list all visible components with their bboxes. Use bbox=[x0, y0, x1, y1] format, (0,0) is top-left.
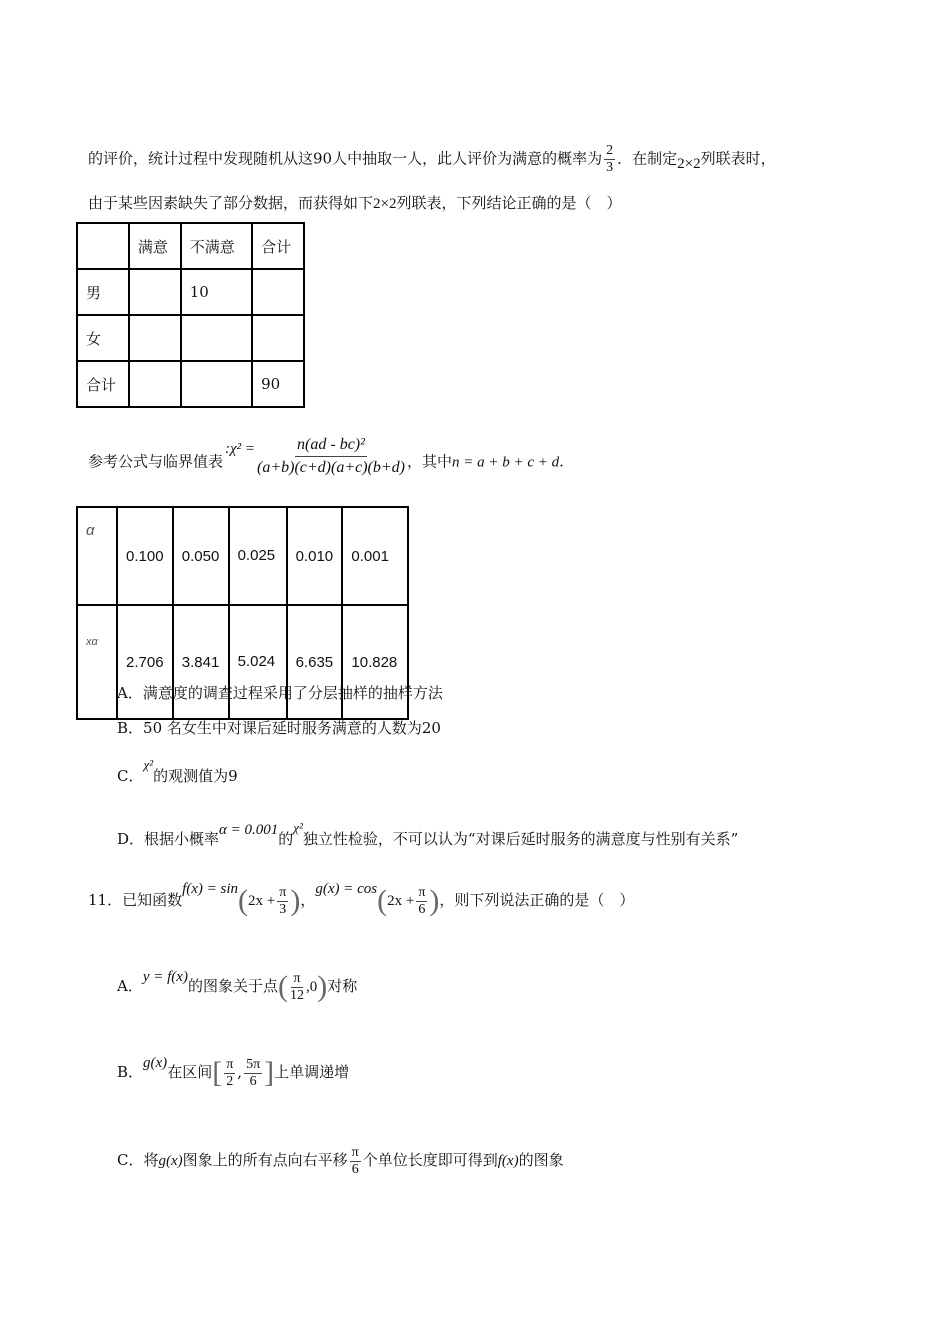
math: :χ² = bbox=[225, 440, 255, 457]
text: 图象上的所有点向右平移 bbox=[182, 1151, 348, 1169]
denominator: 6 bbox=[418, 901, 426, 917]
table-cell: 不满意 bbox=[181, 223, 252, 269]
denominator: 6 bbox=[249, 1073, 257, 1089]
text: 的图象关于点 bbox=[187, 977, 278, 995]
text: ， bbox=[300, 891, 316, 909]
cell: 10.828 bbox=[342, 605, 408, 719]
text: ，则下列说法正确的是（ ） bbox=[439, 891, 635, 909]
math: 2x + bbox=[248, 893, 276, 909]
cell: 0.100 bbox=[117, 507, 173, 605]
text: 在区间 bbox=[167, 1063, 213, 1081]
label: A． bbox=[117, 977, 143, 995]
text: 独立性检验，不可以认为“对课后延时服务的满意度与性别有关系” bbox=[302, 830, 739, 848]
row-label: xα bbox=[77, 605, 117, 719]
option-d bbox=[117, 820, 739, 850]
formula-line bbox=[88, 436, 564, 485]
denominator: 2 bbox=[226, 1073, 234, 1089]
q11-option-b: B．g(x)在区间[ $\frac{\pi}{2}$ , $\frac{5\pi}{6}$ ]上单调递增 bbox=[117, 1055, 350, 1089]
cell: 3.841 bbox=[173, 605, 229, 719]
fraction bbox=[224, 1057, 235, 1090]
intro-line-2 bbox=[88, 193, 622, 214]
numerator: n(ad - bc)² bbox=[295, 434, 367, 457]
table-cell: 男 bbox=[77, 269, 129, 315]
cell: 5.024 bbox=[229, 605, 287, 719]
text: ，其中 bbox=[407, 452, 453, 471]
table-cell: 女 bbox=[77, 315, 129, 361]
question-number: 11．已知函数 bbox=[88, 891, 183, 909]
option-b: B．50 名女生中对课后延时服务满意的人数为20 bbox=[117, 719, 441, 737]
table-cell bbox=[181, 361, 252, 407]
cell: 0.010 bbox=[287, 507, 343, 605]
math: χ² bbox=[293, 820, 303, 835]
text: 的评价，统计过程中发现随机从这90人中抽取一人，此人评价为满意的概率为 bbox=[88, 149, 603, 168]
label: C． bbox=[117, 767, 144, 785]
numerator: 5π bbox=[246, 1056, 261, 1072]
denominator: 3 bbox=[279, 901, 287, 917]
math: g(x) = cos bbox=[315, 881, 378, 897]
table-row bbox=[77, 223, 304, 269]
math: g(x) bbox=[158, 1153, 183, 1169]
table-cell: 合计 bbox=[252, 223, 304, 269]
numerator: π bbox=[226, 1056, 234, 1072]
math: f(x) = sin bbox=[182, 881, 239, 897]
table-cell bbox=[129, 361, 181, 407]
text: 的观测值为9 bbox=[153, 767, 238, 785]
text: 对称 bbox=[327, 977, 358, 995]
numerator: 2 bbox=[606, 143, 614, 158]
numerator: π bbox=[293, 970, 301, 986]
table-cell bbox=[77, 223, 129, 269]
fraction bbox=[350, 1145, 361, 1178]
cell: 6.635 bbox=[287, 605, 343, 719]
math: n = a + b + c + d bbox=[452, 454, 560, 471]
denominator: 3 bbox=[606, 160, 614, 175]
fraction-two-thirds bbox=[604, 143, 615, 176]
table-row bbox=[77, 269, 304, 315]
table-cell bbox=[181, 315, 252, 361]
numerator: π bbox=[279, 884, 287, 900]
cell: 0.025 bbox=[229, 507, 287, 605]
text: 由于某些因素缺失了部分数据，而获得如下 bbox=[88, 194, 374, 212]
table-row bbox=[77, 361, 304, 407]
table-row bbox=[77, 315, 304, 361]
q11-option-c bbox=[117, 1140, 564, 1181]
table-cell: 满意 bbox=[129, 223, 181, 269]
fraction bbox=[416, 885, 427, 918]
fraction bbox=[244, 1057, 262, 1090]
q11-option-a: A．y = f(x)的图象关于点( $\frac{\pi}{12}$ ,0)对称 bbox=[117, 969, 358, 1003]
denominator: 6 bbox=[351, 1161, 359, 1177]
row-label: α bbox=[77, 507, 117, 605]
option-a: A．满意度的调查过程采用了分层抽样的抽样方法 bbox=[117, 684, 443, 702]
table-cell: 90 bbox=[252, 361, 304, 407]
math: 2×2 bbox=[373, 196, 397, 212]
option-c bbox=[117, 757, 238, 787]
text: 的图象 bbox=[518, 1151, 564, 1169]
numerator: π bbox=[351, 1144, 359, 1160]
fraction bbox=[290, 971, 304, 1004]
text: 列联表，下列结论正确的是（ ） bbox=[396, 194, 622, 212]
math: 2×2 bbox=[677, 155, 701, 172]
intro-line-1 bbox=[88, 143, 776, 176]
math: g(x) bbox=[143, 1055, 168, 1071]
math: α = 0.001 bbox=[219, 822, 279, 838]
label: C．将 bbox=[117, 1151, 159, 1169]
math: f(x) bbox=[497, 1153, 519, 1169]
table-cell bbox=[129, 315, 181, 361]
cell: 0.001 bbox=[342, 507, 408, 605]
label: B． bbox=[117, 1063, 144, 1081]
chi-square-fraction bbox=[257, 434, 405, 479]
text: 参考公式与临界值表 bbox=[88, 452, 224, 471]
denominator: 12 bbox=[289, 987, 304, 1003]
question-11: 11．已知函数f(x) = sin(2x + $\frac{\pi}{3}$ )，g(x) = cos(2x + $\frac{\pi}{6}$ )，则下列说法正确的是（ ） bbox=[88, 881, 635, 917]
math: 2x + bbox=[387, 893, 415, 909]
text: ．在制定 bbox=[617, 149, 678, 168]
math: χ² bbox=[143, 757, 154, 772]
text: . bbox=[559, 452, 564, 471]
text: 的 bbox=[278, 830, 294, 848]
math: ,0 bbox=[305, 979, 318, 995]
math: y = f(x) bbox=[142, 969, 188, 985]
contingency-table bbox=[76, 222, 305, 408]
table-cell bbox=[129, 269, 181, 315]
text: 个单位长度即可得到 bbox=[362, 1151, 498, 1169]
table-cell bbox=[252, 269, 304, 315]
numerator: π bbox=[418, 884, 426, 900]
table-cell: 合计 bbox=[77, 361, 129, 407]
cell: 0.050 bbox=[173, 507, 229, 605]
text: 列联表时， bbox=[700, 149, 776, 168]
cell: 2.706 bbox=[117, 605, 173, 719]
table-cell: 10 bbox=[181, 269, 252, 315]
text: 上单调递增 bbox=[274, 1063, 350, 1081]
fraction bbox=[277, 885, 288, 918]
text: D．根据小概率 bbox=[117, 830, 220, 848]
table-cell bbox=[252, 315, 304, 361]
denominator: (a+b)(c+d)(a+c)(b+d) bbox=[256, 459, 405, 476]
